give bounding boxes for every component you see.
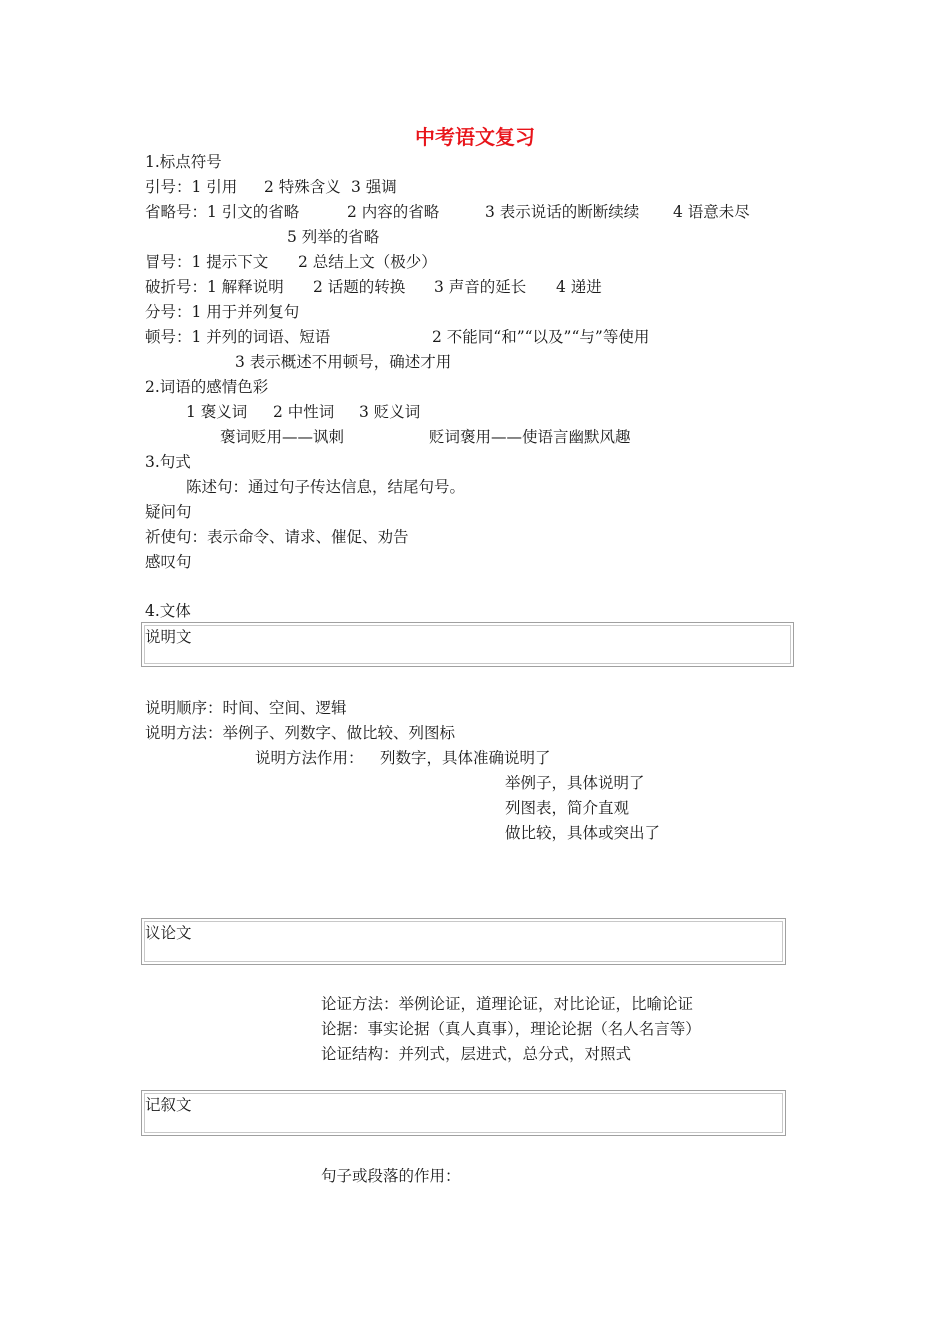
expository-effect-2: 举例子，具体说明了	[505, 774, 645, 792]
expository-effect-label: 说明方法作用：	[255, 749, 364, 767]
imperative-sentence: 祈使句：表示命令、请求、催促、劝告	[145, 528, 409, 546]
colon-line-1: 冒号：1 提示下文	[145, 253, 269, 271]
dash-line-1: 破折号：1 解释说明	[145, 278, 284, 296]
interrogative-sentence: 疑问句	[145, 503, 192, 521]
dash-line-3: 3 声音的延长	[434, 278, 527, 296]
sentiment-item-1: 1 褒义词	[186, 403, 248, 421]
narrative-line-1: 句子或段落的作用：	[321, 1167, 461, 1185]
section-heading-sentence-types: 3.句式	[145, 453, 191, 471]
section-heading-word-sentiment: 2.词语的感情色彩	[145, 378, 269, 396]
ellipsis-line-2: 2 内容的省略	[347, 203, 440, 221]
sentiment-usage-1: 褒词贬用——讽刺	[220, 428, 345, 446]
quote-mark-line-2: 2 特殊含义	[264, 178, 341, 196]
expository-effect-1: 列数字，具体准确说明了	[380, 749, 551, 767]
argumentative-line-1: 论证方法：举例论证，道理论证，对比论证，比喻论证	[321, 995, 694, 1013]
argumentative-line-3: 论证结构：并列式，层进式，总分式，对照式	[321, 1045, 632, 1063]
argumentative-line-2: 论据：事实论据（真人真事），理论论据（名人名言等）	[321, 1020, 701, 1038]
argumentative-box-label: 议论文	[145, 924, 192, 942]
sentiment-usage-2: 贬词褒用——使语言幽默风趣	[429, 428, 631, 446]
semicolon-line-1: 分号：1 用于并列复句	[145, 303, 300, 321]
section-heading-genres: 4.文体	[145, 602, 191, 620]
expository-effect-3: 列图表，简介直观	[505, 799, 630, 817]
dash-line-4: 4 递进	[556, 278, 602, 296]
pause-mark-line-3: 3 表示概述不用顿号，确述才用	[235, 353, 452, 371]
sentiment-item-3: 3 贬义词	[359, 403, 421, 421]
page-title: 中考语文复习	[415, 125, 535, 149]
pause-mark-line-2: 2 不能同“和”“以及”“与”等使用	[432, 328, 650, 346]
colon-line-2: 2 总结上文（极少）	[298, 253, 437, 271]
section-heading-punctuation: 1.标点符号	[145, 153, 222, 171]
narrative-box-label: 记叙文	[145, 1096, 192, 1114]
expository-box-label: 说明文	[145, 628, 192, 646]
ellipsis-line-4: 4 语意未尽	[673, 203, 750, 221]
expository-order: 说明顺序：时间、空间、逻辑	[145, 699, 347, 717]
sentiment-item-2: 2 中性词	[273, 403, 335, 421]
quote-mark-line-1: 引号：1 引用	[145, 178, 238, 196]
ellipsis-line-5: 5 列举的省略	[287, 228, 380, 246]
exclamatory-sentence: 感叹句	[145, 553, 192, 571]
expository-effect-4: 做比较，具体或突出了	[505, 824, 661, 842]
quote-mark-line-3: 3 强调	[351, 178, 397, 196]
declarative-sentence: 陈述句：通过句子传达信息，结尾句号。	[186, 478, 466, 496]
argumentative-box	[141, 918, 786, 965]
pause-mark-line-1: 顿号：1 并列的词语、短语	[145, 328, 331, 346]
ellipsis-line-3: 3 表示说话的断断续续	[485, 203, 640, 221]
ellipsis-line-1: 省略号：1 引文的省略	[145, 203, 300, 221]
dash-line-2: 2 话题的转换	[313, 278, 406, 296]
expository-box	[141, 622, 794, 667]
narrative-box	[141, 1090, 786, 1136]
expository-methods: 说明方法：举例子、列数字、做比较、列图标	[145, 724, 456, 742]
